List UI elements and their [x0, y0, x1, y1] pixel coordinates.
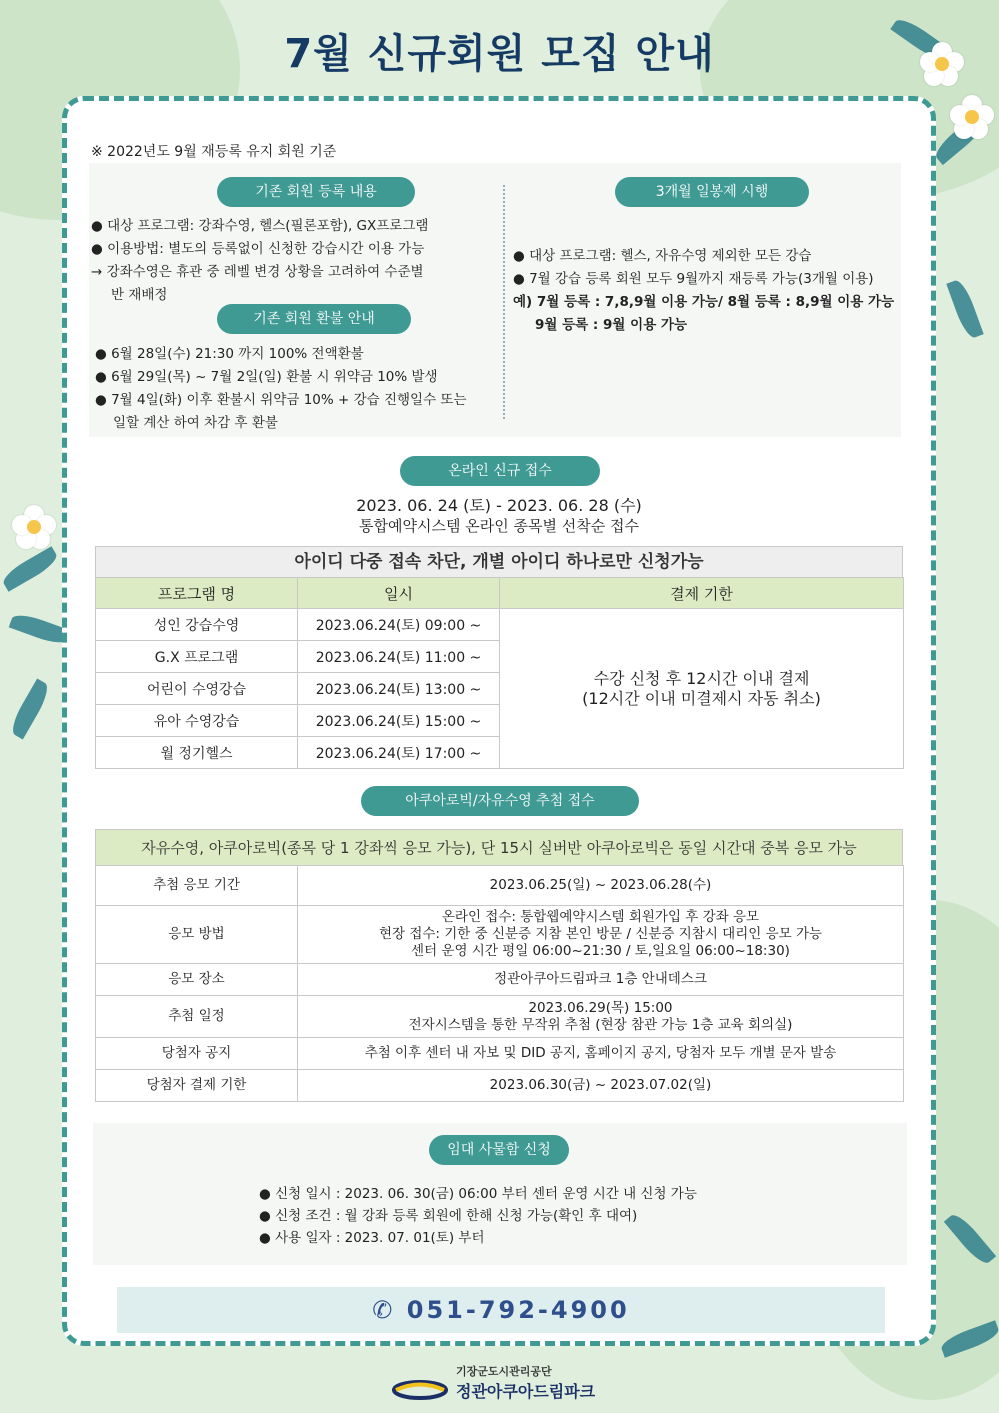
online-notice-banner: 아이디 다중 접속 차단, 개별 아이디 하나로만 신청가능	[95, 546, 903, 578]
table-row	[96, 964, 904, 996]
column-header: 결제 기한	[500, 578, 904, 609]
program-cell: 어린이 수영강습	[96, 673, 298, 705]
value-line: 온라인 접수: 통합웹예약시스템 회원가입 후 강좌 응모	[441, 909, 760, 925]
row-label: 응모 방법	[96, 906, 298, 964]
leaf-decoration	[0, 546, 60, 592]
payment-line: 수강 신청 후 12시간 이내 결제	[593, 668, 810, 688]
value-line: 전자시스템을 통한 무작위 추첨 (현장 참관 가능 1층 교육 회의실)	[408, 1016, 793, 1033]
footer-name: 정관아쿠아드림파크	[456, 1382, 596, 1401]
list-item: ● 대상 프로그램: 강좌수영, 헬스(필론포함), GX프로그램	[91, 218, 429, 234]
value-line: 정관아쿠아드림파크 1층 안내데스크	[494, 971, 707, 987]
datetime-cell: 2023.06.24(토) 15:00 ~	[298, 705, 500, 737]
payment-deadline-cell	[500, 609, 904, 769]
online-date-range: 2023. 06. 24 (토) - 2023. 06. 28 (수)	[356, 496, 642, 515]
phone-icon: ✆	[372, 1296, 396, 1324]
online-label: 온라인 신규 접수	[400, 456, 600, 486]
value-line: 센터 운영 시간 평일 06:00~21:30 / 토,일요일 06:00~18:30)	[411, 943, 790, 959]
value-line: 현장 접수: 기한 중 신분증 지참 본인 방문 / 신분증 지참시 대리인 응모 가능	[378, 926, 823, 942]
list-item: ● 이용방법: 별도의 등록없이 신청한 강습시간 이용 가능	[91, 241, 425, 257]
three-month-list	[513, 245, 894, 337]
existing-refund-label: 기존 회원 환불 안내	[217, 304, 411, 334]
row-label: 당첨자 결제 기한	[96, 1070, 298, 1102]
lottery-notice-banner: 자유수영, 아쿠아로빅(종목 당 1 강좌씩 응모 가능), 단 15시 실버반 아쿠아로빅은 동일 시간대 중복 응모 가능	[95, 829, 903, 866]
datetime-cell: 2023.06.24(토) 17:00 ~	[298, 737, 500, 769]
datetime-cell: 2023.06.24(토) 11:00 ~	[298, 641, 500, 673]
phone-number[interactable]: 051-792-4900	[406, 1296, 630, 1324]
table-header-row	[96, 578, 904, 609]
column-header: 일시	[298, 578, 500, 609]
row-label: 응모 장소	[96, 964, 298, 996]
list-item: ● 6월 29일(목) ~ 7월 2일(일) 환불 시 위약금 10% 발생	[95, 369, 438, 385]
list-item: 일할 계산 하여 차감 후 환불	[113, 415, 278, 431]
payment-line: (12시간 이내 미결제시 자동 취소)	[582, 688, 821, 708]
footer-org: 기장군도시관리공단	[456, 1365, 552, 1378]
row-value	[298, 906, 904, 964]
row-value	[298, 964, 904, 996]
content-card	[62, 96, 936, 1346]
page-title: 7월 신규회원 모집 안내	[284, 31, 715, 77]
leaf-decoration	[946, 278, 983, 341]
lottery-info-table	[95, 865, 904, 1102]
row-value	[298, 996, 904, 1038]
locker-label: 임대 사물함 신청	[429, 1135, 569, 1165]
logo-swoosh-icon	[392, 1377, 448, 1403]
list-item: 9월 등록 : 9월 이용 가능	[535, 317, 688, 333]
program-cell: 유아 수영강습	[96, 705, 298, 737]
row-value	[298, 866, 904, 906]
program-cell: G.X 프로그램	[96, 641, 298, 673]
list-item: ● 6월 28일(수) 21:30 까지 100% 전액환불	[95, 346, 364, 362]
panel-divider	[503, 185, 505, 419]
row-label: 추첨 응모 기간	[96, 866, 298, 906]
online-schedule-table	[95, 577, 904, 769]
flower-decoration	[950, 95, 994, 139]
list-item: 예) 7월 등록 : 7,8,9월 이용 가능/ 8월 등록 : 8,9월 이용 가능	[513, 294, 895, 310]
list-item: 반 재배정	[111, 287, 168, 303]
table-row	[96, 996, 904, 1038]
table-row	[96, 1038, 904, 1070]
list-item: ● 사용 일자 : 2023. 07. 01(토) 부터	[259, 1230, 485, 1246]
table-row	[96, 609, 904, 641]
program-cell: 월 정기헬스	[96, 737, 298, 769]
list-item: ● 7월 강습 등록 회원 모두 9월까지 재등록 가능(3개월 이용)	[513, 271, 874, 287]
list-item: ● 대상 프로그램: 헬스, 자유수영 제외한 모든 강습	[513, 248, 812, 264]
phone-bar	[117, 1287, 885, 1333]
row-value	[298, 1070, 904, 1102]
flower-decoration	[12, 505, 56, 549]
leaf-decoration	[7, 679, 53, 740]
program-cell: 성인 강습수영	[96, 609, 298, 641]
footer-logo	[392, 1361, 622, 1405]
existing-registration-label: 기존 회원 등록 내용	[217, 177, 415, 207]
note-text: ※ 2022년도 9월 재등록 유지 회원 기준	[91, 144, 337, 160]
locker-list	[259, 1183, 697, 1249]
row-label: 당첨자 공지	[96, 1038, 298, 1070]
column-header: 프로그램 명	[96, 578, 298, 609]
datetime-cell: 2023.06.24(토) 13:00 ~	[298, 673, 500, 705]
table-row	[96, 866, 904, 906]
table-row	[96, 906, 904, 964]
value-line: 2023.06.29(목) 15:00	[528, 999, 673, 1016]
online-description: 통합예약시스템 온라인 종목별 선착순 접수	[359, 517, 639, 535]
row-label: 추첨 일정	[96, 996, 298, 1038]
list-item: ● 신청 일시 : 2023. 06. 30(금) 06:00 부터 센터 운영 시간 내 신청 가능	[259, 1186, 697, 1202]
three-month-label: 3개월 일봉제 시행	[615, 177, 809, 207]
datetime-cell: 2023.06.24(토) 09:00 ~	[298, 609, 500, 641]
table-row	[96, 1070, 904, 1102]
existing-refund-list	[95, 343, 467, 435]
list-item: → 강좌수영은 휴관 중 레벨 변경 상황을 고려하여 수준별	[91, 264, 424, 280]
value-line: 2023.06.30(금) ~ 2023.07.02(일)	[489, 1077, 712, 1093]
existing-registration-list	[91, 215, 428, 307]
lottery-label: 아쿠아로빅/자유수영 추첨 접수	[361, 786, 639, 816]
value-line: 2023.06.25(일) ~ 2023.06.28(수)	[489, 877, 712, 893]
list-item: ● 7월 4일(화) 이후 환불시 위약금 10% + 강습 진행일수 또는	[95, 392, 467, 408]
list-item: ● 신청 조건 : 월 강좌 등록 회원에 한해 신청 가능(확인 후 대여)	[259, 1208, 638, 1224]
row-value	[298, 1038, 904, 1070]
value-line: 추첨 이후 센터 내 자보 및 DID 공지, 홈페이지 공지, 당첨자 모두 개별 문자 발송	[364, 1045, 837, 1061]
